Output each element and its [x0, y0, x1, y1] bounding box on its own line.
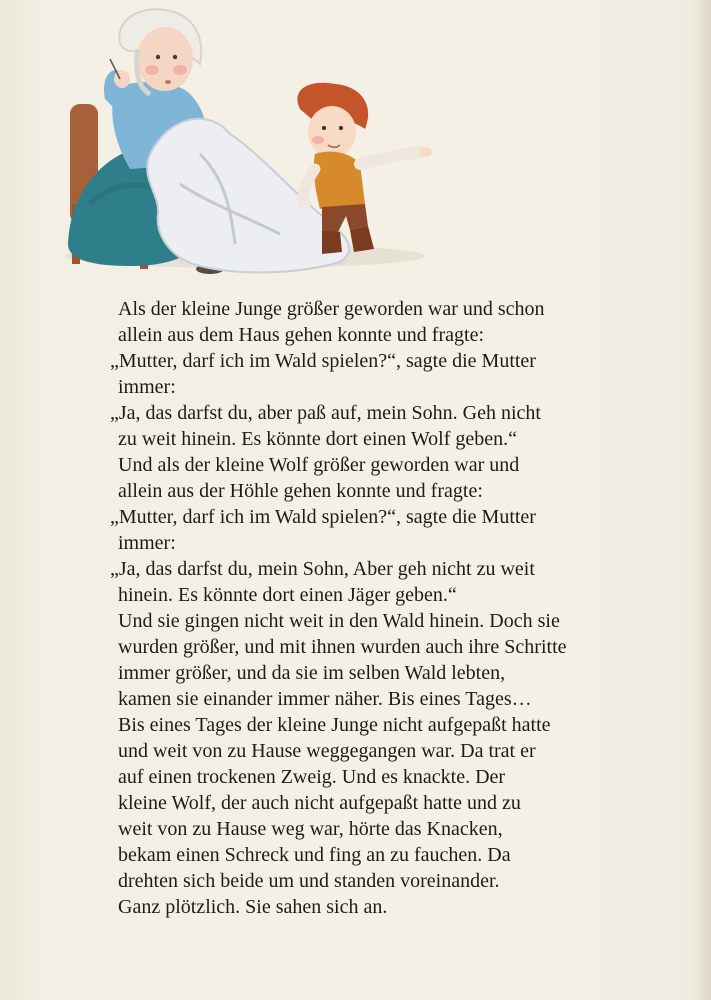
story-line: Und als der kleine Wolf größer geworden war und [118, 454, 520, 476]
illustration-mother-and-boy [60, 4, 450, 284]
story-line: immer: [118, 376, 176, 398]
story-line: weit von zu Hause weg war, hörte das Knacken, [118, 818, 503, 840]
story-line: allein aus dem Haus gehen konnte und fragte: [118, 324, 484, 346]
story-line: zu weit hinein. Es könnte dort einen Wolf geben.“ [118, 428, 518, 450]
story-line: allein aus der Höhle gehen konnte und fragte: [118, 480, 483, 502]
story-text [110, 296, 618, 920]
story-line: wurden größer, und mit ihnen wurden auch ihre Schritte [118, 636, 567, 658]
story-line: Und sie gingen nicht weit in den Wald hinein. Doch sie [118, 610, 560, 632]
story-line: „Mutter, darf ich im Wald spielen?“, sagte die Mutter [110, 350, 536, 372]
story-line: Ganz plötzlich. Sie sahen sich an. [118, 896, 388, 918]
story-line: immer: [118, 532, 176, 554]
story-line: Als der kleine Junge größer geworden war und schon [118, 298, 545, 320]
story-line: Bis eines Tages der kleine Junge nicht aufgepaßt hatte [118, 714, 551, 736]
story-line: immer größer, und da sie im selben Wald lebten, [118, 662, 506, 684]
story-line: auf einen trockenen Zweig. Und es knackte. Der [118, 766, 506, 788]
story-line: „Ja, das darfst du, mein Sohn, Aber geh nicht zu weit [110, 558, 535, 580]
story-line: kleine Wolf, der auch nicht aufgepaßt hatte und zu [118, 792, 521, 814]
page-edge-shadow [693, 0, 711, 1000]
story-line: „Ja, das darfst du, aber paß auf, mein Sohn. Geh nicht [110, 402, 541, 424]
story-line: drehten sich beide um und standen voreinander. [118, 870, 500, 892]
story-line: und weit von zu Hause weggegangen war. Da trat er [118, 740, 536, 762]
story-line: hinein. Es könnte dort einen Jäger geben.“ [118, 584, 457, 606]
story-line: kamen sie einander immer näher. Bis eines Tages… [118, 688, 532, 710]
story-line: bekam einen Schreck und fing an zu fauchen. Da [118, 844, 511, 866]
story-line: „Mutter, darf ich im Wald spielen?“, sagte die Mutter [110, 506, 536, 528]
